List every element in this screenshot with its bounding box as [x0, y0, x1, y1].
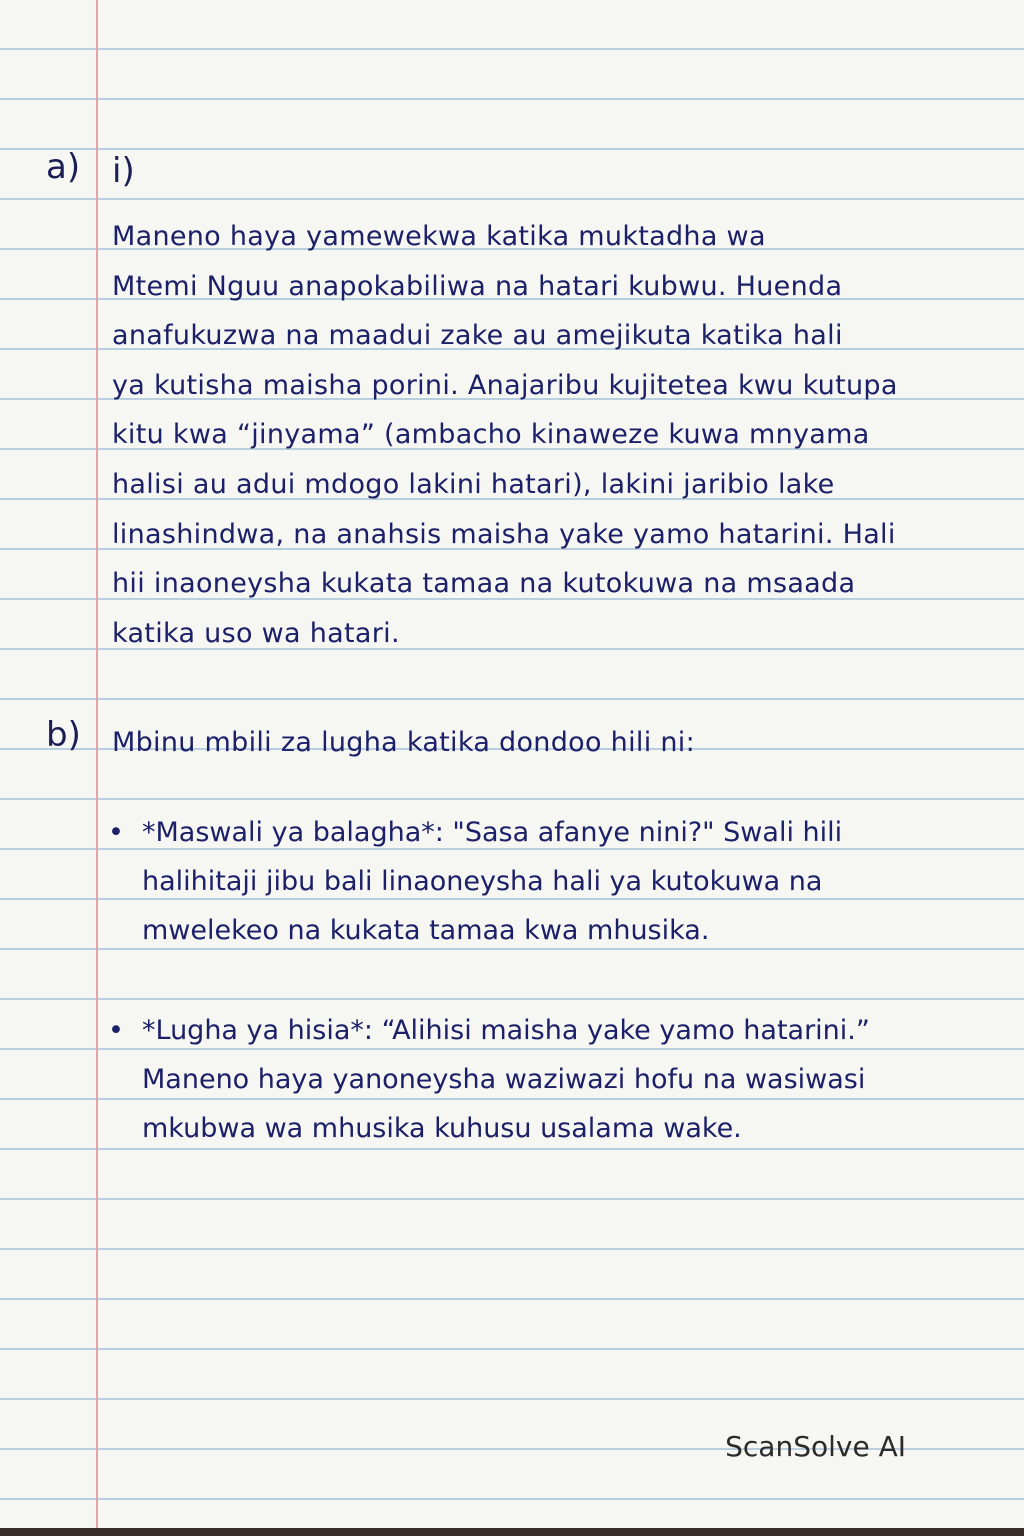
- answer-line: Mtemi Nguu anapokabiliwa na hatari kubwu. Huenda: [112, 270, 843, 302]
- section-b-label: b): [46, 715, 81, 755]
- answer-line: halisi au adui mdogo lakini hatari), lakini jaribio lake: [112, 468, 835, 500]
- bullet-body: [142, 808, 842, 955]
- section-b-intro: [112, 718, 695, 768]
- bullet-body: [142, 1006, 870, 1153]
- answer-line: ya kutisha maisha porini. Anajaribu kujitetea kwu kutupa: [112, 369, 898, 401]
- section-a-label: a): [46, 147, 81, 187]
- answer-line: linashindwa, na anahsis maisha yake yamo hatarini. Hali: [112, 518, 896, 550]
- bullet-line: mkubwa wa mhusika kuhusu usalama wake.: [142, 1113, 742, 1144]
- bullet-marker: •: [108, 1015, 124, 1046]
- answer-line: hii inaoneysha kukata tamaa na kutokuwa na msaada: [112, 568, 856, 600]
- brand-watermark: ScanSolve AI: [725, 1430, 906, 1463]
- bullet-line: halihitaji jibu bali linaoneysha hali ya kutokuwa na: [142, 866, 823, 897]
- bullet-line: mwelekeo na kukata tamaa kwa mhusika.: [142, 915, 710, 946]
- answer-line: Maneno haya yamewekwa katika muktadha wa: [112, 221, 766, 252]
- bullet-line: *Maswali ya balagha*: "Sasa afanye nini?" Swali hili: [142, 817, 843, 848]
- section-a-answer: [112, 212, 898, 658]
- section-a-sublabel: i): [112, 151, 135, 191]
- intro-line: Mbinu mbili za lugha katika dondoo hili ni:: [112, 727, 695, 758]
- answer-line: kitu kwa “jinyama” (ambacho kinaweze kuwa mnyama: [112, 419, 870, 451]
- table-edge: [0, 1528, 1024, 1536]
- margin-line: [96, 0, 98, 1536]
- bullet-line: Maneno haya yanoneysha waziwazi hofu na wasiwasi: [142, 1064, 866, 1095]
- bullet-marker: •: [108, 817, 124, 848]
- answer-line: katika uso wa hatari.: [112, 617, 400, 649]
- bullet-line: *Lugha ya hisia*: “Alihisi maisha yake yamo hatarini.”: [142, 1015, 870, 1046]
- answer-line: anafukuzwa na maadui zake au amejikuta katika hali: [112, 320, 843, 352]
